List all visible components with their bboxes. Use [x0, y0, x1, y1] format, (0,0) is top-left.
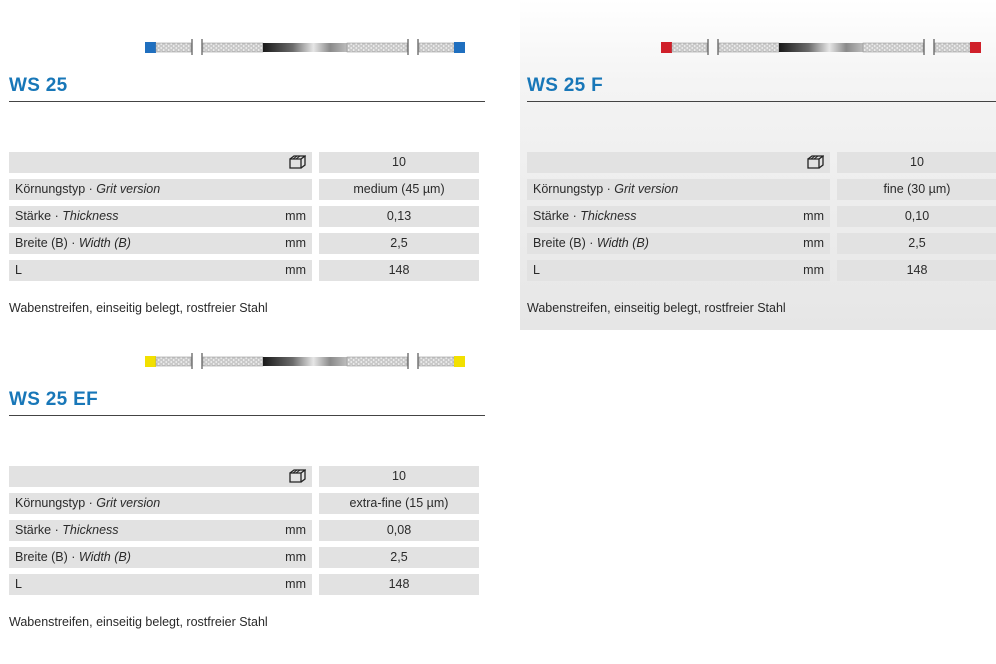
- package-box-icon: [807, 155, 824, 174]
- title-divider: [527, 101, 996, 102]
- pack-value: 10: [319, 466, 479, 487]
- label-de: Körnungstyp: [533, 182, 604, 196]
- label-en: Width (B): [596, 236, 649, 250]
- title-divider: [9, 101, 485, 102]
- strip-cap-left: [145, 42, 156, 53]
- label-en: Grit version: [614, 182, 679, 196]
- label-de: L: [15, 263, 22, 277]
- spec-value: medium (45 µm): [319, 179, 479, 200]
- spec-value: extra-fine (15 µm): [319, 493, 479, 514]
- strip-cap-right: [970, 42, 981, 53]
- strip-cap-left: [145, 356, 156, 367]
- unit: mm: [285, 523, 306, 537]
- label-de: L: [15, 577, 22, 591]
- spec-value: 0,10: [837, 206, 996, 227]
- unit: mm: [803, 263, 824, 277]
- strip-illustration: [145, 39, 475, 55]
- strip-illustration: [145, 353, 475, 369]
- label-de: Körnungstyp: [15, 182, 86, 196]
- product-description: Wabenstreifen, einseitig belegt, rostfreier Stahl: [9, 301, 268, 315]
- unit: mm: [285, 236, 306, 250]
- label-en: Thickness: [62, 209, 119, 223]
- spec-value: 0,08: [319, 520, 479, 541]
- spec-value: 148: [319, 260, 479, 281]
- product-title: WS 25 F: [527, 75, 604, 96]
- package-box-icon: [289, 469, 306, 488]
- unit: mm: [803, 209, 824, 223]
- product-description: Wabenstreifen, einseitig belegt, rostfreier Stahl: [527, 301, 786, 315]
- spec-value: fine (30 µm): [837, 179, 996, 200]
- product-description: Wabenstreifen, einseitig belegt, rostfreier Stahl: [9, 615, 268, 629]
- strip-illustration: [661, 39, 991, 55]
- label-en: Width (B): [78, 550, 131, 564]
- label-en: Thickness: [580, 209, 637, 223]
- label-en: Grit version: [96, 496, 161, 510]
- label-en: Grit version: [96, 182, 161, 196]
- product-title: WS 25 EF: [9, 389, 98, 410]
- label-en: Thickness: [62, 523, 119, 537]
- spec-value: 2,5: [319, 233, 479, 254]
- spec-value: 148: [837, 260, 996, 281]
- title-divider: [9, 415, 485, 416]
- product-title: WS 25: [9, 75, 68, 96]
- label-de: Breite (B): [15, 236, 68, 250]
- pack-value: 10: [837, 152, 996, 173]
- strip-cap-right: [454, 42, 465, 53]
- spec-value: 2,5: [837, 233, 996, 254]
- label-en: Width (B): [78, 236, 131, 250]
- label-de: Stärke: [15, 523, 52, 537]
- unit: mm: [285, 209, 306, 223]
- label-de: Stärke: [15, 209, 52, 223]
- strip-cap-right: [454, 356, 465, 367]
- unit: mm: [285, 263, 306, 277]
- pack-value: 10: [319, 152, 479, 173]
- unit: mm: [803, 236, 824, 250]
- package-box-icon: [289, 155, 306, 174]
- label-de: Körnungstyp: [15, 496, 86, 510]
- unit: mm: [285, 550, 306, 564]
- label-de: Breite (B): [533, 236, 586, 250]
- spec-value: 0,13: [319, 206, 479, 227]
- spec-value: 148: [319, 574, 479, 595]
- unit: mm: [285, 577, 306, 591]
- label-de: Breite (B): [15, 550, 68, 564]
- label-de: Stärke: [533, 209, 570, 223]
- label-de: L: [533, 263, 540, 277]
- strip-cap-left: [661, 42, 672, 53]
- spec-value: 2,5: [319, 547, 479, 568]
